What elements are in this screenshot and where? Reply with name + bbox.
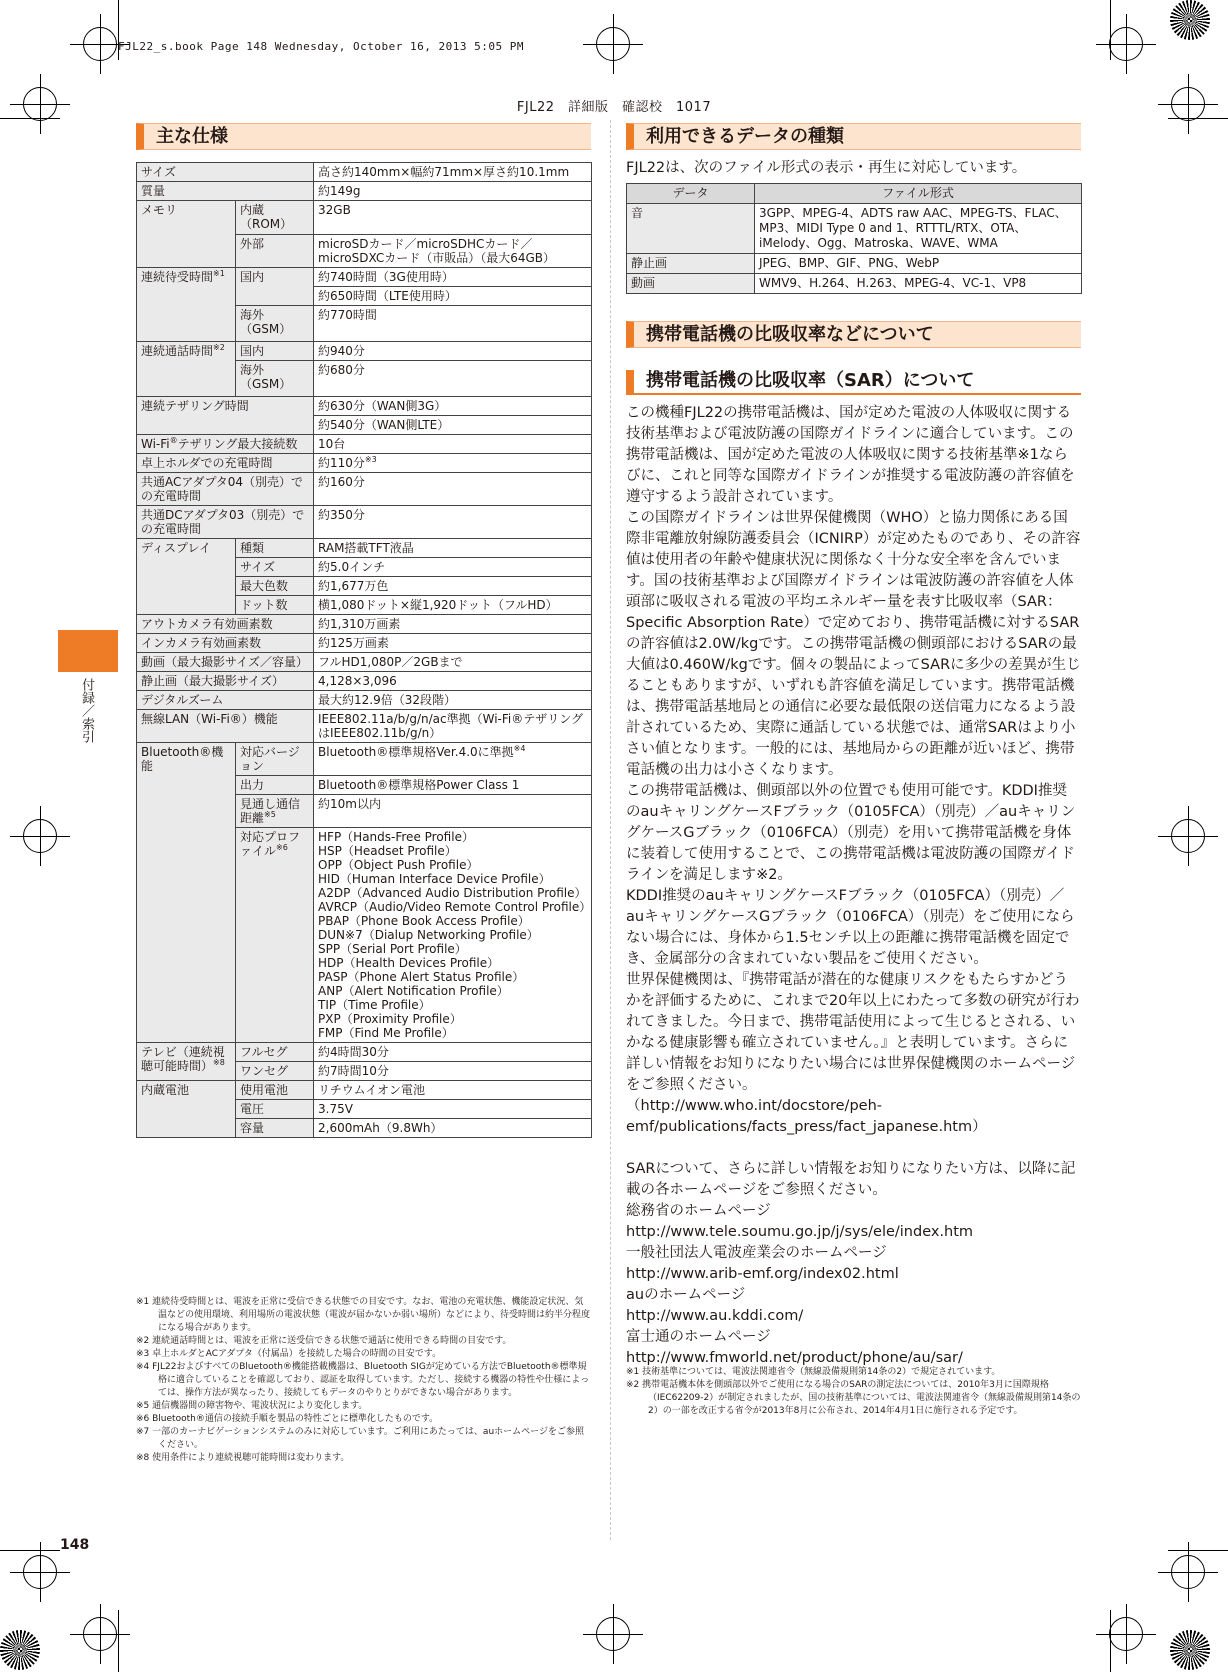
spec-sublabel	[236, 795, 314, 828]
profile-item: AVRCP（Audio/Video Remote Control Profile）	[318, 900, 592, 914]
table-row	[137, 615, 592, 634]
link-url[interactable]: http://www.au.kddi.com/	[626, 1308, 804, 1324]
footnote-ref: ※2	[213, 343, 225, 352]
spec-label: サイズ	[137, 163, 314, 182]
paragraph: この国際ガイドラインは世界保健機関（WHO）と協力関係にある国際非電離放射線防護委員会（ICNIRP）が定めたものであり、その許容値は使用者の年齢や健康状況に関係なく十分な安全率を含んでいます。国の技術基準および国際ガイドラインは電波防護の許容値を人体頭部に吸収される電波の平均エネルギー量を表す比吸収率（SAR：Specific Absorption Rate）で定めており、携帯電話機に対するSARの許容値は2.0W/kgです。この携帯電話機の側頭部におけるSARの最大値は0.460W/kgです。個々の製品によってSARに多少の差異が生じることもありますが、いずれも許容値を満足しています。携帯電話機は、携帯電話基地局との通信に必要な最低限の送信電力になるよう設計されているため、実際に通話している状態では、通常SARはより小さい値となります。一般的には、基地局からの距離が近いほど、携帯電話機の出力は小さくなります。	[626, 510, 1081, 778]
spec-label: 共通DCアダプタ03（別売）での充電時間	[137, 506, 314, 539]
file-formats: WMV9、H.264、H.263、MPEG-4、VC-1、VP8	[755, 274, 1082, 294]
footnote: ※7 一部のカーナビゲーションシステムのみに対応しています。ご利用にあたっては、auホームページをご参照ください。	[136, 1427, 584, 1450]
table-row	[137, 1043, 592, 1062]
footnote: ※2 連続通話時間とは、電波を正常に送受信できる状態で通話に使用できる時間の目安です。	[136, 1336, 512, 1346]
spec-sublabel: 海外（GSM）	[236, 361, 314, 397]
spec-value: フルHD1,080P／2GBまで	[314, 653, 592, 672]
section-heading-specs: 主な仕様	[136, 123, 591, 150]
spec-value: 約740時間（3G使用時）	[314, 268, 592, 287]
table-row	[627, 204, 1082, 254]
crop-line	[1168, 1550, 1228, 1551]
color-bar-starburst-top	[1170, 0, 1210, 40]
spec-sublabel: 対応バージョン	[236, 743, 314, 776]
paragraph: この機種FJL22の携帯電話機は、国が定めた電波の人体吸収に関する技術基準および電波防護の国際ガイドラインに適合しています。この携帯電話機は、国が定めた電波の人体吸収に関する技術基準※1ならびに、これと同等な国際ガイドラインが推奨する電波防護の許容値を遵守するよう設計されています。	[626, 405, 1075, 505]
spec-value: 約770時間	[314, 306, 592, 342]
spec-footnotes	[136, 1296, 591, 1465]
link-url[interactable]: http://www.arib-emf.org/index02.html	[626, 1266, 899, 1282]
registration-mark-top-center	[596, 27, 630, 61]
registration-mark-bottom-right	[1109, 1617, 1143, 1651]
side-tab	[58, 630, 118, 672]
spec-sublabel-text: 対応プロファイル	[240, 830, 301, 858]
spec-label: 質量	[137, 182, 314, 201]
spec-value-text: Bluetooth®標準規格Ver.4.0に準拠	[318, 745, 514, 759]
spec-value: 約940分	[314, 342, 592, 361]
table-row	[137, 342, 592, 361]
registration-mark-mid-right	[1171, 819, 1205, 853]
spec-label	[137, 435, 314, 454]
spec-label: インカメラ有効画素数	[137, 634, 314, 653]
data-type: 動画	[627, 274, 755, 294]
spec-value: 約10m以内	[314, 795, 592, 828]
spec-label: Bluetooth®機能	[137, 743, 236, 1043]
sar-footnotes	[626, 1366, 1081, 1418]
paragraph: KDDI推奨のauキャリングケースFブラック（0105FCA）（別売）／auキャリングケースGブラック（0106FCA）（別売）をご使用にならない場合には、身体から1.5センチ以上の距離に携帯電話機を固定でき、金属部分の含まれていない製品をご使用ください。	[626, 888, 1075, 967]
data-intro: FJL22は、次のファイル形式の表示・再生に対応しています。	[626, 160, 1027, 176]
footnote: ※1 技術基準については、電波法関連省令（無線設備規則第14条の2）で規定されています。	[626, 1367, 1001, 1377]
spec-label: 静止画（最大撮影サイズ）	[137, 672, 314, 691]
spec-sublabel: 内蔵（ROM）	[236, 201, 314, 235]
spec-label-text: テザリング最大接続数	[177, 437, 298, 451]
spec-value: 約650時間（LTE使用時）	[314, 287, 592, 306]
spec-sublabel: 電圧	[236, 1100, 314, 1119]
spec-sublabel: 種類	[236, 539, 314, 558]
profile-item: TIP（Time Profile）	[318, 998, 431, 1012]
spec-sublabel: 使用電池	[236, 1081, 314, 1100]
profile-item: HSP（Headset Profile）	[318, 844, 457, 858]
crop-line	[0, 1550, 60, 1551]
footnote: ※4 FJL22およびすべてのBluetooth®機能搭載機器は、Bluetooth SIGが定めている方法でBluetooth®標準規格に適合していることを確認しており、認証を取得しています。ただし、接続する機器の特性や仕様によっては、操作方法が異なったり、接続してもデータのやりとりができない場合があります。	[136, 1362, 590, 1398]
crop-line	[1110, 0, 1111, 60]
spec-value: 最大約12.9倍（32段階）	[314, 691, 592, 710]
registration-mark-mid-left	[23, 819, 57, 853]
spec-sublabel: 国内	[236, 342, 314, 361]
sar-body	[626, 403, 1081, 1369]
spec-label	[137, 1043, 236, 1081]
link-url[interactable]: http://www.tele.soumu.go.jp/j/sys/ele/index.htm	[626, 1224, 974, 1240]
spec-value-text: 約110分	[318, 456, 365, 470]
profile-item: HFP（Hands-Free Profile）	[318, 830, 474, 844]
crop-line	[1168, 118, 1228, 119]
footnote-ref: ※4	[513, 744, 526, 753]
spec-label: デジタルズーム	[137, 691, 314, 710]
file-formats: 3GPP、MPEG-4、ADTS raw AAC、MPEG-TS、FLAC、MP3、MIDI Type 0 and 1、RTTTL/RTX、OTA、iMelody、Ogg、Matroska、WAVE、WMA	[755, 204, 1082, 254]
who-link: （http://www.who.int/docstore/peh-emf/publications/facts_press/fact_japanese.htm）	[626, 1098, 987, 1135]
profile-item: PASP（Phone Alert Status Profile）	[318, 970, 525, 984]
spec-value: 約7時間10分	[314, 1062, 592, 1081]
footnote-ref: ※8	[213, 1058, 225, 1067]
footnote-ref: ※5	[264, 810, 276, 819]
spec-sublabel: ワンセグ	[236, 1062, 314, 1081]
spec-sublabel: サイズ	[236, 558, 314, 577]
footnote-ref: ※1	[213, 269, 225, 278]
spec-label: 無線LAN（Wi-Fi®）機能	[137, 710, 314, 743]
table-row	[137, 710, 592, 743]
profile-item: PBAP（Phone Book Access Profile）	[318, 914, 530, 928]
spec-value: 横1,080ドット×縦1,920ドット（フルHD）	[314, 596, 592, 615]
registration-mark-bottom-center	[596, 1617, 630, 1651]
spec-sublabel: 最大色数	[236, 577, 314, 596]
spec-value: 約160分	[314, 473, 592, 506]
link-label: auのホームページ	[626, 1287, 746, 1303]
spec-label	[137, 268, 236, 342]
paragraph: この携帯電話機は、側頭部以外の位置でも使用可能です。KDDI推奨のauキャリングケースFブラック（0105FCA）（別売）／auキャリングケースGブラック（0106FCA）（別売）を用いて携帯電話機を身体に装着して使用することで、この携帯電話機は電波防護の国際ガイドラインを満足します※2。	[626, 783, 1076, 883]
file-formats: JPEG、BMP、GIF、PNG、WebP	[755, 254, 1082, 274]
bluetooth-profile-list	[314, 828, 592, 1043]
column-header: データ	[627, 184, 755, 204]
spec-value: RAM搭載TFT液晶	[314, 539, 592, 558]
profile-item: A2DP（Advanced Audio Distribution Profile）	[318, 886, 587, 900]
spec-value: 高さ約140mm×幅約71mm×厚さ約10.1mm	[314, 163, 592, 182]
crop-line	[118, 1610, 119, 1672]
section-heading-data-types: 利用できるデータの種類	[626, 123, 1081, 150]
spec-value: 約350分	[314, 506, 592, 539]
table-row	[137, 163, 592, 182]
spec-value: Bluetooth®標準規格Power Class 1	[314, 776, 592, 795]
spec-value: 10台	[314, 435, 592, 454]
footnote-ref: ※3	[364, 455, 377, 464]
table-row	[137, 506, 592, 539]
registration-mark-bottom-left-2	[83, 1617, 117, 1651]
color-bar-starburst-bottom-left	[0, 1630, 40, 1670]
spec-label: 動画（最大撮影サイズ／容量）	[137, 653, 314, 672]
link-label: 一般社団法人電波産業会のホームページ	[626, 1245, 887, 1261]
footnote: ※5 通信機器間の障害物や、電波状況により変化します。	[136, 1401, 368, 1411]
spec-value: 約125万画素	[314, 634, 592, 653]
file-format-table	[626, 183, 1082, 294]
table-row	[137, 397, 592, 416]
profile-item: DUN※7（Dialup Networking Profile）	[318, 928, 539, 942]
footnote: ※3 卓上ホルダとACアダプタ（付属品）を接続した場合の時間の目安です。	[136, 1349, 442, 1359]
spec-value	[314, 454, 592, 473]
footnote-ref: ※6	[276, 843, 288, 852]
spec-sublabel: ドット数	[236, 596, 314, 615]
spec-value: microSDカード／microSDHCカード／microSDXCカード（市販品）（最大64GB）	[314, 235, 592, 268]
spec-sublabel: フルセグ	[236, 1043, 314, 1062]
table-row	[137, 672, 592, 691]
spec-sublabel	[236, 828, 314, 1043]
registration-mark-bottom-right-2	[1171, 1555, 1205, 1589]
color-bar-starburst-bottom	[1170, 1630, 1210, 1670]
section-heading-sar: 携帯電話機の比吸収率などについて	[626, 321, 1081, 348]
registration-mark-bottom-left	[23, 1555, 57, 1589]
spec-label-text: Wi-Fi	[141, 437, 170, 451]
spec-value: IEEE802.11a/b/g/n/ac準拠（Wi-Fi®テザリングはIEEE802.11b/g/n）	[314, 710, 592, 743]
profile-item: PXP（Proximity Profile）	[318, 1012, 462, 1026]
printer-header: FJL22_s.book Page 148 Wednesday, October 16, 2013 5:05 PM	[118, 40, 524, 53]
registration-mark-top-left	[83, 27, 117, 61]
table-row	[137, 454, 592, 473]
spec-label: 共通ACアダプタ04（別売）での充電時間	[137, 473, 314, 506]
table-row	[137, 691, 592, 710]
spec-label: アウトカメラ有効画素数	[137, 615, 314, 634]
table-row	[137, 182, 592, 201]
spec-label: ディスプレイ	[137, 539, 236, 615]
spec-value: 4,128×3,096	[314, 672, 592, 691]
footnote: ※2 携帯電話機本体を側頭部以外でご使用になる場合のSARの測定法については、2010年3月に国際規格（IEC62209-2）が制定されましたが、国の技術基準については、電波法関連省令（無線設備規則第14条の2）の一部を改正する省令が2013年8月に公布され、2014年4月1日に施行される予定です。	[626, 1380, 1081, 1416]
spec-label	[137, 342, 236, 397]
table-row	[627, 274, 1082, 294]
spec-label-text: テレビ（連続視聴可能時間）	[141, 1045, 225, 1073]
footnote: ※8 使用条件により連続視聴可能時間は変わります。	[136, 1453, 350, 1463]
spec-sublabel: 出力	[236, 776, 314, 795]
spec-sublabel: 容量	[236, 1119, 314, 1138]
page-number: 148	[60, 1537, 90, 1553]
crop-line	[0, 118, 60, 119]
spec-value: 約680分	[314, 361, 592, 397]
column-header: ファイル形式	[755, 184, 1082, 204]
footnote: ※1 連続待受時間とは、電波を正常に受信できる状態での目安です。なお、電池の充電状態、機能設定状況、気温などの使用環境、利用場所の電波状態（電波が届かないか弱い場所）などにより、待受時間は約半分程度になる場合があります。	[136, 1297, 591, 1333]
spec-sublabel: 国内	[236, 268, 314, 306]
spec-sublabel: 外部	[236, 235, 314, 268]
spec-value: 約149g	[314, 182, 592, 201]
table-row	[137, 201, 592, 235]
paragraph: SARについて、さらに詳しい情報をお知りになりたい方は、以降に記載の各ホームページをご参照ください。	[626, 1161, 1076, 1198]
table-row	[137, 268, 592, 287]
link-url[interactable]: http://www.fmworld.net/product/phone/au/sar/	[626, 1350, 963, 1366]
spec-sublabel: 海外（GSM）	[236, 306, 314, 342]
paragraph: 世界保健機関は、『携帯電話が潜在的な健康リスクをもたらすかどうかを評価するために、これまで20年以上にわたって多数の研究が行われてきました。今日まで、携帯電話使用によって生じるとされる、いかなる健康影響も確立されていません。』と表明しています。さらに詳しい情報をお知りになりたい場合には世界保健機関のホームページをご参照ください。	[626, 972, 1080, 1093]
table-row	[137, 634, 592, 653]
spec-value: リチウムイオン電池	[314, 1081, 592, 1100]
spec-value: 約1,677万色	[314, 577, 592, 596]
spec-value: 2,600mAh（9.8Wh）	[314, 1119, 592, 1138]
registration-mark-top-right	[1109, 27, 1143, 61]
link-label: 総務省のホームページ	[626, 1203, 771, 1219]
spec-value: 32GB	[314, 201, 592, 235]
spec-label: メモリ	[137, 201, 236, 268]
spec-value: 3.75V	[314, 1100, 592, 1119]
registered-mark: ®	[169, 436, 178, 445]
table-header-row	[627, 184, 1082, 204]
spec-table	[136, 162, 592, 1138]
profile-item: OPP（Object Push Profile）	[318, 858, 479, 872]
table-row	[627, 254, 1082, 274]
profile-item: FMP（Find Me Profile）	[318, 1026, 454, 1040]
table-row	[137, 435, 592, 454]
spec-value: 約540分（WAN側LTE）	[314, 416, 592, 435]
footnote: ※6 Bluetooth®通信の接続手順を製品の特性ごとに標準化したものです。	[136, 1414, 439, 1424]
spec-value: 約1,310万画素	[314, 615, 592, 634]
table-row	[137, 473, 592, 506]
spec-label-text: 連続通話時間	[141, 344, 214, 358]
spec-label: 内蔵電池	[137, 1081, 236, 1138]
spec-label-text: 連続待受時間	[141, 270, 214, 284]
column-divider	[610, 120, 611, 1540]
spec-value	[314, 743, 592, 776]
table-row	[137, 743, 592, 776]
profile-item: ANP（Alert Notification Profile）	[318, 984, 509, 998]
side-tab-label: 付録／索引	[79, 678, 94, 743]
table-row	[137, 539, 592, 558]
proof-label: FJL22 詳細版 確認校 1017	[516, 100, 712, 115]
data-type: 音	[627, 204, 755, 254]
spec-value: 約4時間30分	[314, 1043, 592, 1062]
data-type: 静止画	[627, 254, 755, 274]
spec-label: 卓上ホルダでの充電時間	[137, 454, 314, 473]
profile-item: SPP（Serial Port Profile）	[318, 942, 467, 956]
subheading-sar: 携帯電話機の比吸収率（SAR）について	[626, 370, 1081, 395]
profile-item: HID（Human Interface Device Profile）	[318, 872, 551, 886]
link-label: 富士通のホームページ	[626, 1329, 771, 1345]
profile-item: HDP（Health Devices Profile）	[318, 956, 500, 970]
table-row	[137, 653, 592, 672]
spec-sublabel-text: 見通し通信距離	[240, 797, 301, 825]
spec-label: 連続テザリング時間	[137, 397, 314, 435]
crop-line	[1110, 1610, 1111, 1672]
table-row	[137, 1081, 592, 1100]
spec-value: 約5.0インチ	[314, 558, 592, 577]
spec-value: 約630分（WAN側3G）	[314, 397, 592, 416]
